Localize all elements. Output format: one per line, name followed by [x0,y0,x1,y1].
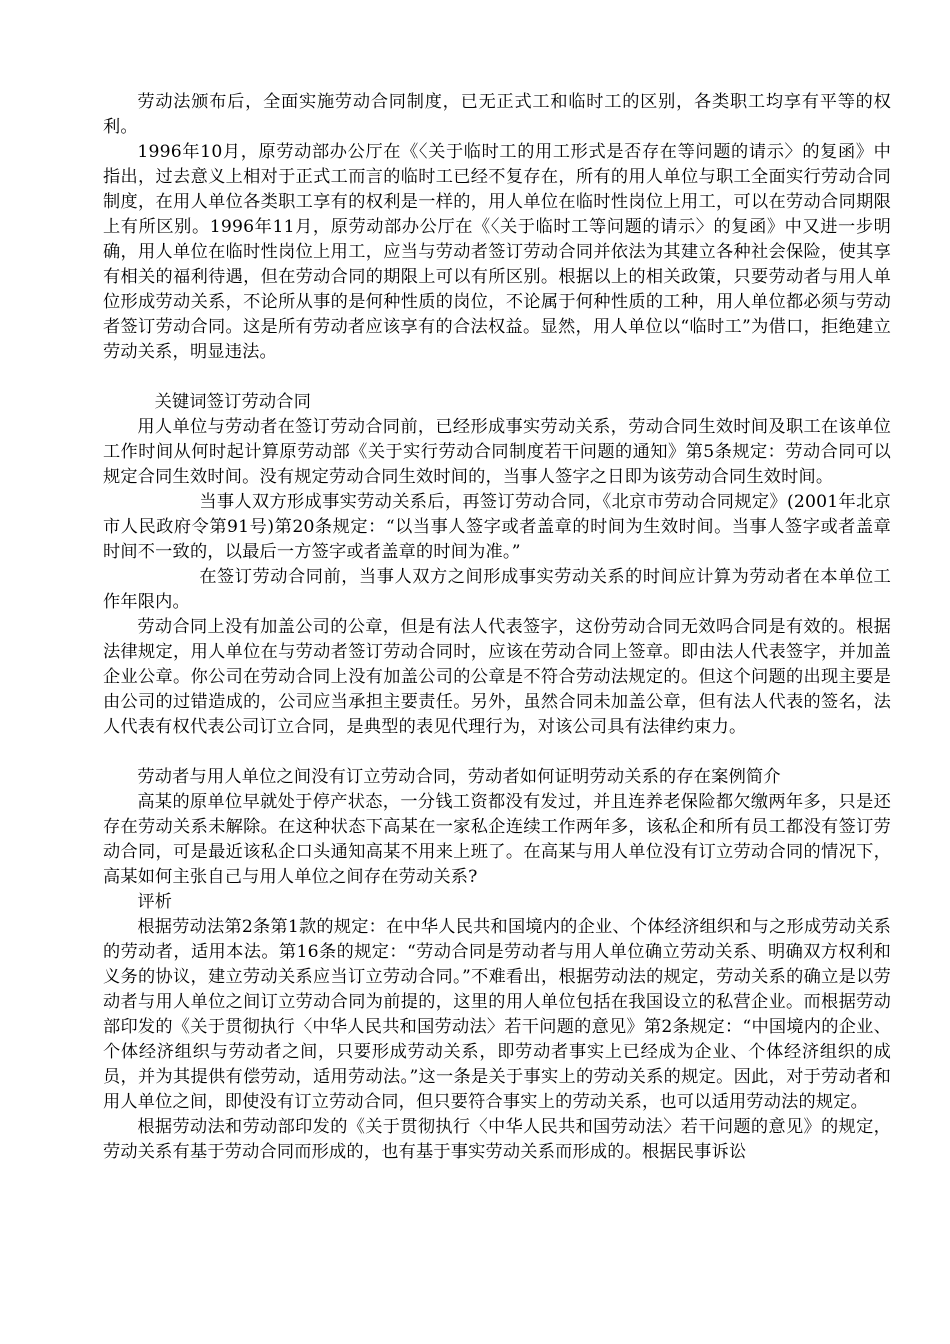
section-heading-analysis: 评析 [137,892,173,912]
section-heading-case: 劳动者与用人单位之间没有订立劳动合同，劳动者如何证明劳动关系的存在案例简介 [137,767,781,787]
paragraph-analysis-conclusion: 根据劳动法和劳动部印发的《关于贯彻执行〈中华人民共和国劳动法〉若干问题的意见》的规定，劳动关系有基于劳动合同而形成的，也有基于事实劳动关系而形成的。根据民事诉讼 [103,1117,891,1162]
paragraph-contract-effective: 用人单位与劳动者在签订劳动合同前，已经形成事实劳动关系，劳动合同生效时间及职工在该单位工作时间从何时起计算原劳动部《关于实行劳动合同制度若干问题的通知》第5条规定：劳动合同可以规定合同生效时间。没有规定劳动合同生效时间的，当事人签字之日即为该劳动合同生效时间。 [103,417,891,487]
paragraph-work-years: 在签订劳动合同前，当事人双方之间形成事实劳动关系的时间应计算为劳动者在本单位工作年限内。 [103,567,891,612]
document-body [103,90,891,1165]
paragraph-beijing-rule: 当事人双方形成事实劳动关系后，再签订劳动合同，《北京市劳动合同规定》(2001年北京市人民政府令第91号)第20条规定：“以当事人签字或者盖章的时间为生效时间。当事人签字或者盖章时间不一致的，以最后一方签字或者盖章的时间为准。” [103,492,891,562]
paragraph-intro: 劳动法颁布后，全面实施劳动合同制度，已无正式工和临时工的区别，各类职工均享有平等的权利。 [103,92,891,137]
section-heading-keyword: 关键词签订劳动合同 [154,392,312,412]
paragraph-analysis-law: 根据劳动法第2条第1款的规定：在中华人民共和国境内的企业、个体经济组织和与之形成劳动关系的劳动者，适用本法。第16条的规定：“劳动合同是劳动者与用人单位确立劳动关系、明确双方权利和义务的协议，建立劳动关系应当订立劳动合同。”不难看出，根据劳动法的规定，劳动关系的确立是以劳动者与用人单位之间订立劳动合同为前提的，这里的用人单位包括在我国设立的私营企业。而根据劳动部印发的《关于贯彻执行〈中华人民共和国劳动法〉若干问题的意见》第2条规定：“中国境内的企业、个体经济组织与劳动者之间，只要形成劳动关系，即劳动者事实上已经成为企业、个体经济组织的成员，并为其提供有偿劳动，适用劳动法。”这一条是关于事实上的劳动关系的规定。因此，对于劳动者和用人单位之间，即使没有订立劳动合同，但只要符合事实上的劳动关系，也可以适用劳动法的规定。 [103,917,891,1112]
blank-line [103,365,891,390]
paragraph-case-description: 高某的原单位早就处于停产状态，一分钱工资都没有发过，并且连养老保险都欠缴两年多，只是还存在劳动关系未解除。在这种状态下高某在一家私企连续工作两年多，该私企和所有员工都没有签订劳动合同，可是最近该私企口头通知高某不用来上班了。在高某与用人单位没有订立劳动合同的情况下，高某如何主张自己与用人单位之间存在劳动关系? [103,792,891,887]
paragraph-company-seal: 劳动合同上没有加盖公司的公章，但是有法人代表签字，这份劳动合同无效吗合同是有效的。根据法律规定，用人单位在与劳动者签订劳动合同时，应该在劳动合同上签章。即由法人代表签字，并加盖企业公章。你公司在劳动合同上没有加盖公司的公章是不符合劳动法规定的。但这个问题的出现主要是由公司的过错造成的，公司应当承担主要责任。另外，虽然合同未加盖公章，但有法人代表的签名，法人代表有权代表公司订立合同，是典型的表见代理行为，对该公司具有法律约束力。 [103,617,891,737]
paragraph-1996-policy: 1996年10月，原劳动部办公厅在《〈关于临时工的用工形式是否存在等问题的请示〉的复函》中指出，过去意义上相对于正式工而言的临时工已经不复存在，所有的用人单位与职工全面实行劳动合同制度，在用人单位各类职工享有的权利是一样的，用人单位在临时性岗位上用工，可以在劳动合同期限上有所区别。1996年11月，原劳动部办公厅在《〈关于临时工等问题的请示〉的复函》中又进一步明确，用人单位在临时性岗位上用工，应当与劳动者签订劳动合同并依法为其建立各种社会保险，使其享有相关的福利待遇，但在劳动合同的期限上可以有所区别。根据以上的相关政策，只要劳动者与用人单位形成劳动关系，不论所从事的是何种性质的岗位，不论属于何种性质的工种，用人单位都必须与劳动者签订劳动合同。这是所有劳动者应该享有的合法权益。显然，用人单位以“临时工”为借口，拒绝建立劳动关系，明显违法。 [103,142,891,362]
blank-line [103,740,891,765]
